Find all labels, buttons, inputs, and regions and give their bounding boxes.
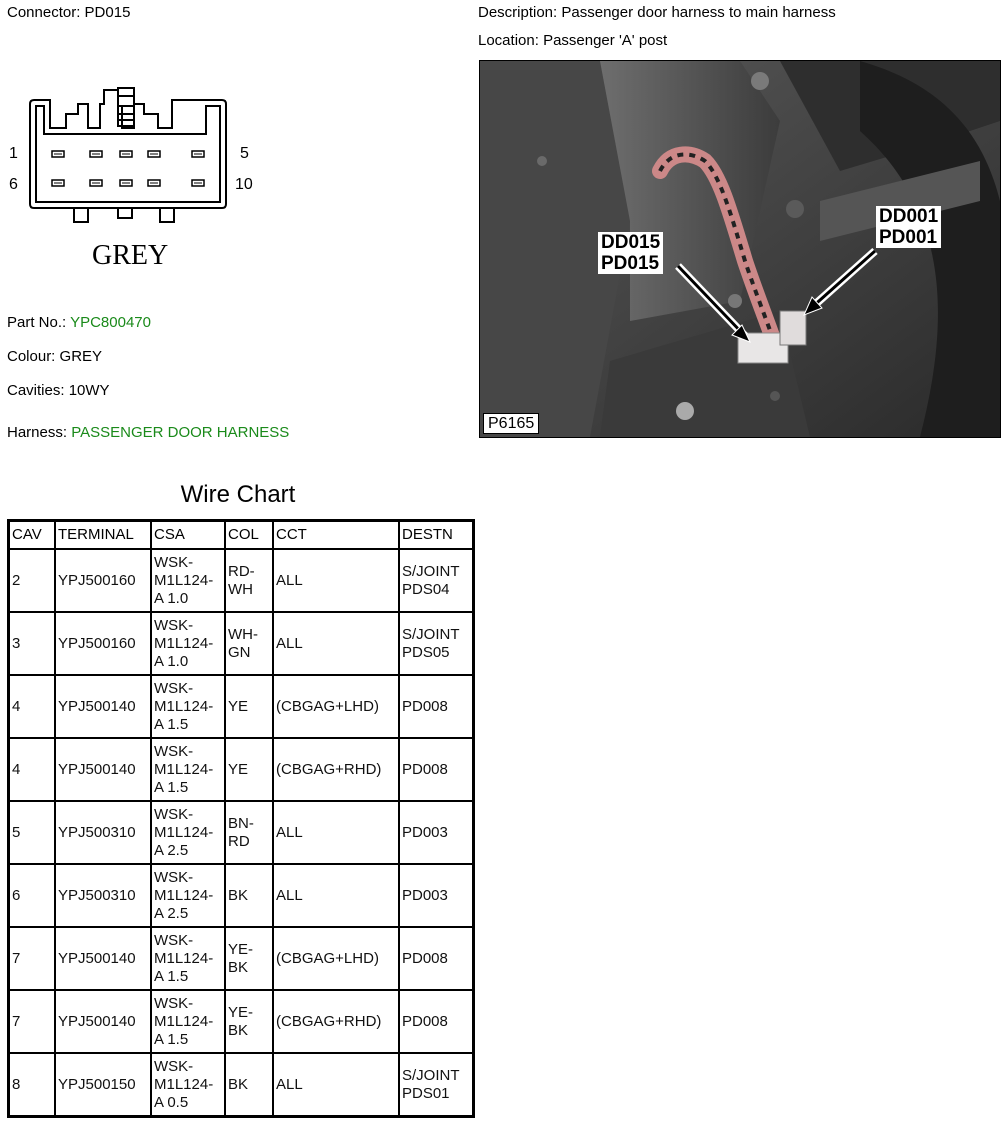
- cell-col-line: WH: [228, 580, 253, 598]
- table-row: [9, 738, 474, 801]
- callout-left-line2: PD015: [601, 253, 660, 274]
- callout-left: [598, 232, 663, 274]
- cell-csa-line: A 2.5: [154, 904, 189, 922]
- cell-csa-line: M1L124-: [154, 634, 214, 652]
- part-no-link[interactable]: YPC800470: [70, 314, 151, 331]
- cavities-label: Cavities:: [7, 382, 65, 399]
- cell-cav: 4: [9, 738, 56, 801]
- cell-csa-line: A 1.5: [154, 1030, 189, 1048]
- location-line: [478, 32, 667, 49]
- cell-col: [225, 927, 273, 990]
- colour-line: [7, 348, 102, 365]
- cell-destn: [399, 801, 474, 864]
- cell-col-line: YE: [228, 760, 249, 778]
- pin-label-5: 5: [240, 145, 249, 162]
- cell-csa: [151, 927, 225, 990]
- wire-chart-title: Wire Chart: [180, 481, 296, 508]
- cell-col: [225, 990, 273, 1053]
- cell-csa-line: A 1.0: [154, 589, 189, 607]
- description-value: Passenger door harness to main harness: [561, 4, 836, 21]
- cell-cav: 8: [9, 1053, 56, 1117]
- header-destn: DESTN: [399, 521, 474, 550]
- cell-csa-line: A 1.5: [154, 778, 189, 796]
- cell-csa: [151, 801, 225, 864]
- wire-chart-table: [7, 519, 475, 1118]
- cell-destn-line: PD003: [402, 886, 448, 904]
- pin-label-6: 6: [9, 176, 18, 193]
- cell-col: [225, 801, 273, 864]
- location-photo: [479, 60, 1001, 438]
- wire-chart-header-row: [9, 521, 474, 550]
- cavities-line: [7, 382, 110, 399]
- cell-destn-line: PDS01: [402, 1084, 450, 1102]
- pin-label-10: 10: [235, 176, 253, 193]
- cell-destn-line: PD008: [402, 697, 448, 715]
- cell-destn-line: S/JOINT: [402, 562, 460, 580]
- cell-csa-line: M1L124-: [154, 1012, 214, 1030]
- cell-csa-line: WSK-: [154, 616, 194, 634]
- cell-col-line: YE-: [228, 1003, 254, 1021]
- cell-csa-line: WSK-: [154, 553, 194, 571]
- cell-terminal: YPJ500310: [55, 801, 151, 864]
- cell-destn-line: PDS05: [402, 643, 450, 661]
- header-col: COL: [225, 521, 273, 550]
- cell-destn-line: PD008: [402, 1012, 448, 1030]
- cell-csa-line: M1L124-: [154, 1075, 214, 1093]
- cell-col-line: WH-: [228, 625, 258, 643]
- cell-cct: ALL: [273, 864, 399, 927]
- cell-csa-line: WSK-: [154, 679, 194, 697]
- cell-col: [225, 864, 273, 927]
- connector-label: Connector:: [7, 4, 81, 21]
- cell-csa: [151, 738, 225, 801]
- table-row: [9, 927, 474, 990]
- location-label: Location:: [478, 32, 539, 49]
- cell-terminal: YPJ500140: [55, 990, 151, 1053]
- cell-csa: [151, 990, 225, 1053]
- cell-destn-line: PD008: [402, 949, 448, 967]
- cell-col: [225, 1053, 273, 1117]
- description-label: Description:: [478, 4, 558, 21]
- cell-col: [225, 612, 273, 675]
- cell-destn: [399, 1053, 474, 1117]
- cavities-value: 10WY: [68, 382, 110, 399]
- table-row: [9, 612, 474, 675]
- callout-left-line1: DD015: [601, 232, 661, 253]
- header-cav: CAV: [9, 521, 56, 550]
- cell-cct: (CBGAG+RHD): [273, 990, 399, 1053]
- cell-cct: (CBGAG+LHD): [273, 675, 399, 738]
- cell-destn: [399, 549, 474, 612]
- cell-csa: [151, 549, 225, 612]
- cell-cct: ALL: [273, 549, 399, 612]
- cell-csa-line: A 0.5: [154, 1093, 189, 1111]
- cell-cav: 6: [9, 864, 56, 927]
- cell-col-line: RD-: [228, 562, 255, 580]
- cell-terminal: YPJ500160: [55, 612, 151, 675]
- cell-terminal: YPJ500140: [55, 675, 151, 738]
- cell-destn-line: PD008: [402, 760, 448, 778]
- harness-link[interactable]: PASSENGER DOOR HARNESS: [71, 424, 290, 441]
- cell-col-line: BK: [228, 1021, 249, 1039]
- cell-terminal: YPJ500150: [55, 1053, 151, 1117]
- callout-right-line1: DD001: [879, 206, 939, 227]
- cell-col-line: BK: [228, 886, 249, 904]
- cell-cct: ALL: [273, 612, 399, 675]
- cell-col: [225, 738, 273, 801]
- cell-destn-line: PD003: [402, 823, 448, 841]
- connector-colour-label: GREY: [92, 240, 169, 271]
- cell-csa-line: WSK-: [154, 1057, 194, 1075]
- cell-csa-line: M1L124-: [154, 886, 214, 904]
- table-row: [9, 801, 474, 864]
- location-photo-illustration: [480, 61, 1000, 437]
- table-row: [9, 864, 474, 927]
- table-row: [9, 990, 474, 1053]
- cell-cav: 5: [9, 801, 56, 864]
- cell-destn: [399, 927, 474, 990]
- header-csa: CSA: [151, 521, 225, 550]
- connector-line: [7, 4, 130, 21]
- cell-csa-line: A 2.5: [154, 841, 189, 859]
- colour-label: Colour:: [7, 348, 56, 365]
- part-no-line: [7, 314, 151, 331]
- cell-csa: [151, 1053, 225, 1117]
- cell-csa-line: WSK-: [154, 868, 194, 886]
- cell-destn-line: S/JOINT: [402, 1066, 460, 1084]
- cell-col-line: GN: [228, 643, 251, 661]
- cell-csa-line: WSK-: [154, 805, 194, 823]
- table-row: [9, 549, 474, 612]
- header-cct: CCT: [273, 521, 399, 550]
- cell-csa-line: A 1.5: [154, 715, 189, 733]
- cell-destn: [399, 864, 474, 927]
- cell-col-line: RD: [228, 832, 250, 850]
- cell-col-line: BK: [228, 958, 249, 976]
- cell-csa-line: M1L124-: [154, 823, 214, 841]
- cell-terminal: YPJ500160: [55, 549, 151, 612]
- cell-cav: 3: [9, 612, 56, 675]
- part-no-label: Part No.:: [7, 314, 67, 331]
- cell-csa-line: M1L124-: [154, 760, 214, 778]
- cell-cct: ALL: [273, 1053, 399, 1117]
- cell-cct: ALL: [273, 801, 399, 864]
- wire-chart-body: [9, 549, 474, 1117]
- cell-col: [225, 549, 273, 612]
- cell-cav: 7: [9, 990, 56, 1053]
- connector-id: PD015: [84, 4, 131, 21]
- cell-csa: [151, 675, 225, 738]
- cell-csa-line: A 1.0: [154, 652, 189, 670]
- cell-cav: 2: [9, 549, 56, 612]
- description-line: [478, 4, 836, 21]
- cell-cav: 7: [9, 927, 56, 990]
- table-row: [9, 675, 474, 738]
- cell-destn: [399, 738, 474, 801]
- harness-label: Harness:: [7, 424, 68, 441]
- harness-line: [7, 424, 289, 441]
- table-row: [9, 1053, 474, 1117]
- cell-csa-line: M1L124-: [154, 697, 214, 715]
- cell-col-line: BN-: [228, 814, 254, 832]
- cell-col: [225, 675, 273, 738]
- cell-csa: [151, 864, 225, 927]
- header-terminal: TERMINAL: [55, 521, 151, 550]
- cell-destn-line: PDS04: [402, 580, 450, 598]
- cell-terminal: YPJ500310: [55, 864, 151, 927]
- cell-csa: [151, 612, 225, 675]
- colour-value: GREY: [59, 348, 103, 365]
- figure-id: P6165: [483, 413, 539, 434]
- callout-right: [876, 206, 941, 248]
- cell-terminal: YPJ500140: [55, 738, 151, 801]
- cell-cct: (CBGAG+LHD): [273, 927, 399, 990]
- cell-cav: 4: [9, 675, 56, 738]
- cell-csa-line: WSK-: [154, 994, 194, 1012]
- cell-col-line: YE-: [228, 940, 254, 958]
- connector-face-diagram: [22, 84, 234, 224]
- location-value: Passenger 'A' post: [543, 32, 668, 49]
- cell-cct: (CBGAG+RHD): [273, 738, 399, 801]
- cell-destn: [399, 675, 474, 738]
- cell-col-line: BK: [228, 1075, 249, 1093]
- cell-destn-line: S/JOINT: [402, 625, 460, 643]
- cell-csa-line: A 1.5: [154, 967, 189, 985]
- cell-csa-line: WSK-: [154, 742, 194, 760]
- cell-col-line: YE: [228, 697, 249, 715]
- cell-destn: [399, 990, 474, 1053]
- callout-right-line2: PD001: [879, 227, 938, 248]
- cell-csa-line: M1L124-: [154, 571, 214, 589]
- pin-label-1: 1: [9, 145, 18, 162]
- cell-csa-line: WSK-: [154, 931, 194, 949]
- cell-terminal: YPJ500140: [55, 927, 151, 990]
- cell-destn: [399, 612, 474, 675]
- cell-csa-line: M1L124-: [154, 949, 214, 967]
